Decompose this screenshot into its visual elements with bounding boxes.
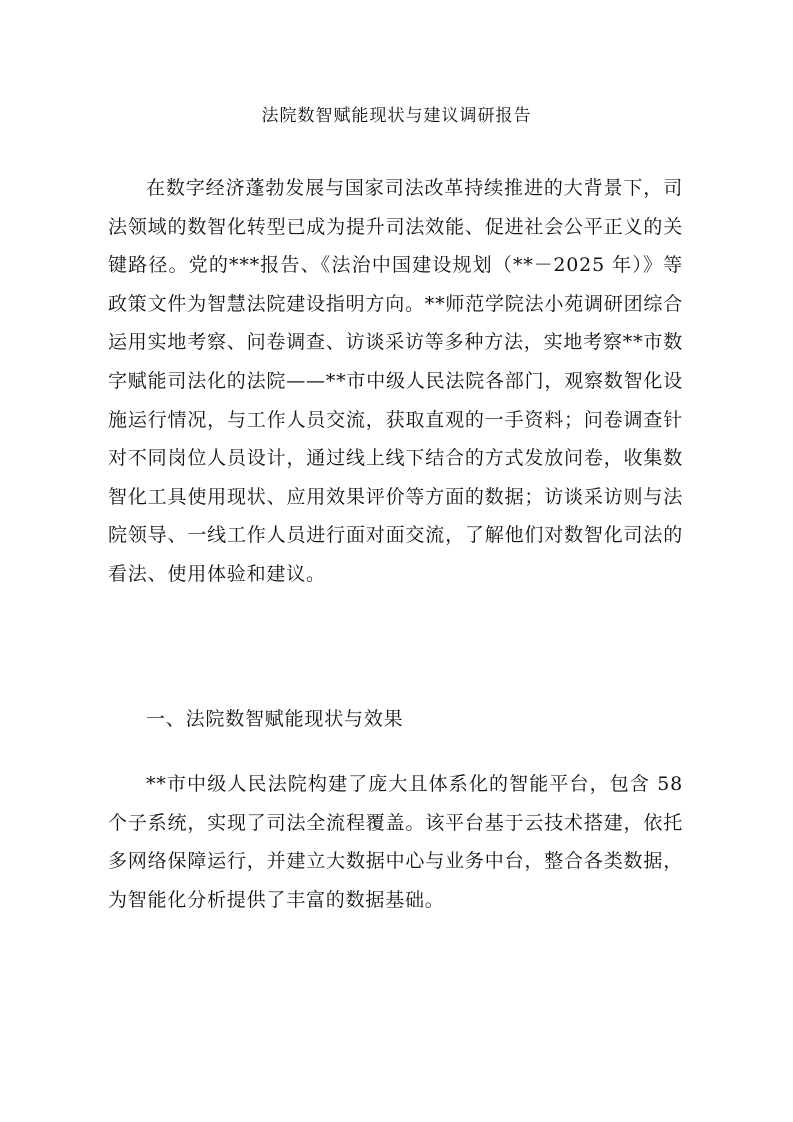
section-heading: 一、法院数智赋能现状与效果 [146,708,404,730]
document-title: 法院数智赋能现状与建议调研报告 [261,106,532,126]
section-paragraph: **市中级人民法院构建了庞大且体系化的智能平台，包含 58 个子系统，实现了司法全流程覆盖。该平台基于云技术搭建，依托多网络保障运行，并建立大数据中心与业务中台，整合各类数据，为智能化分析提供了丰富的数据基础。 [108,773,683,911]
intro-paragraph: 在数字经济蓬勃发展与国家司法改革持续推进的大背景下，司法领域的数智化转型已成为提升司法效能、促进社会公平正义的关键路径。党的***报告、《法治中国建设规划（**－2025 年）》等政策文件为智慧法院建设指明方向。**师范学院法小苑调研团综合运用实地考察、问卷调查、访谈采访等多种方法，实地考察**市数字赋能司法化的法院——**市中级人民法院各部门，观察数智化设施运行情况，与工作人员交流，获取直观的一手资料；问卷调查针对不同岗位人员设计，通过线上线下结合的方式发放问卷，收集数智化工具使用现状、应用效果评价等方面的数据；访谈采访则与法院领导、一线工作人员进行面对面交流，了解他们对数智化司法的看法、使用体验和建议。 [108,177,684,585]
